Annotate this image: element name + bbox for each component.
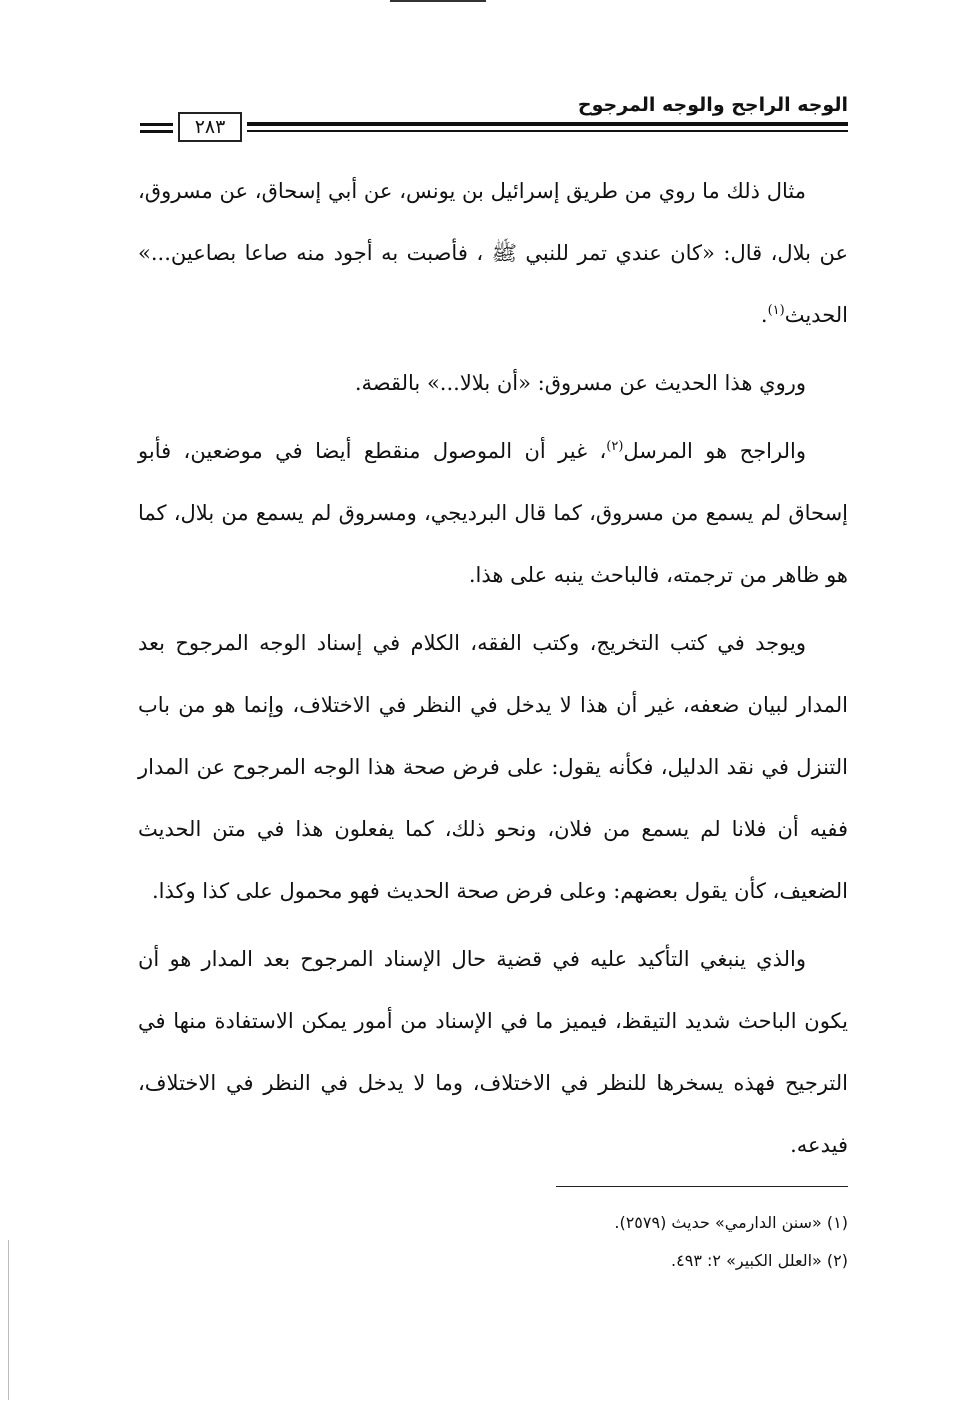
page-header <box>140 92 848 152</box>
page-number: ٢٨٣ <box>178 112 242 142</box>
paragraph <box>138 352 848 414</box>
header-rule <box>247 130 848 132</box>
paragraph-text: والذي ينبغي التأكيد عليه في قضية حال الإسناد المرجوح بعد المدار هو أن يكون الباحث شديد التيقظ، فيميز ما في الإسناد من أمور يمكن الاستفادة منها في الترجيح فهذه يسخرها للنظر في الاختلاف، وما لا يدخل في النظر في الاختلاف، فيدعه. <box>138 947 848 1157</box>
paragraph-text: والراجح هو المرسل <box>623 439 806 463</box>
header-rule <box>140 130 173 133</box>
footnote-ref: (١) <box>767 303 785 318</box>
footnote-ref: (٢) <box>606 439 624 454</box>
paragraph <box>138 612 848 922</box>
header-rule <box>247 122 848 126</box>
paragraph-text: . <box>760 303 768 327</box>
running-title: الوجه الراجح والوجه المرجوح <box>577 94 848 116</box>
header-rule <box>140 123 173 126</box>
paragraph <box>138 928 848 1176</box>
paragraph-text: ويوجد في كتب التخريج، وكتب الفقه، الكلام في إسناد الوجه المرجوح بعد المدار لبيان ضعفه، غير أن هذا لا يدخل في النظر في الاختلاف، وإنما هو من باب التنزل في نقد الدليل، فكأنه يقول: على فرض صحة هذا الوجه المرجوح عن المدار ففيه أن فلانا لم يسمع من فلان، ونحو ذلك، كما يفعلون هذا في متن الحديث الضعيف، كأن يقول بعضهم: وعلى فرض صحة الحديث فهو محمول على كذا وكذا. <box>138 631 848 903</box>
footnote: (١) «سنن الدارمي» حديث (٢٥٧٩). <box>614 1213 848 1232</box>
footnotes <box>400 1204 848 1280</box>
paragraph-text: ، غير أن الموصول منقطع أيضا في موضعين، فأبو إسحاق لم يسمع من مسروق، كما قال البرديجي، ومسروق لم يسمع من بلال، كما هو ظاهر من ترجمته، فالباحث ينبه على هذا. <box>138 439 848 587</box>
top-margin-mark <box>390 0 486 2</box>
footnote: (٢) «العلل الكبير» ٢: ٤٩٣. <box>671 1251 848 1270</box>
footnote-separator <box>556 1186 848 1187</box>
paragraph-text: مثال ذلك ما روي من طريق إسرائيل بن يونس، عن أبي إسحاق، عن مسروق، عن بلال، قال: «كان عندي تمر للنبي ﷺ ، فأصبت به أجود منه صاعا بصاعين...» الحديث <box>138 179 848 327</box>
main-text <box>138 160 848 1182</box>
paragraph <box>138 420 848 606</box>
paragraph-text: وروي هذا الحديث عن مسروق: «أن بلالا...» بالقصة. <box>354 371 806 395</box>
paragraph <box>138 160 848 346</box>
page-edge-line <box>8 1240 9 1400</box>
